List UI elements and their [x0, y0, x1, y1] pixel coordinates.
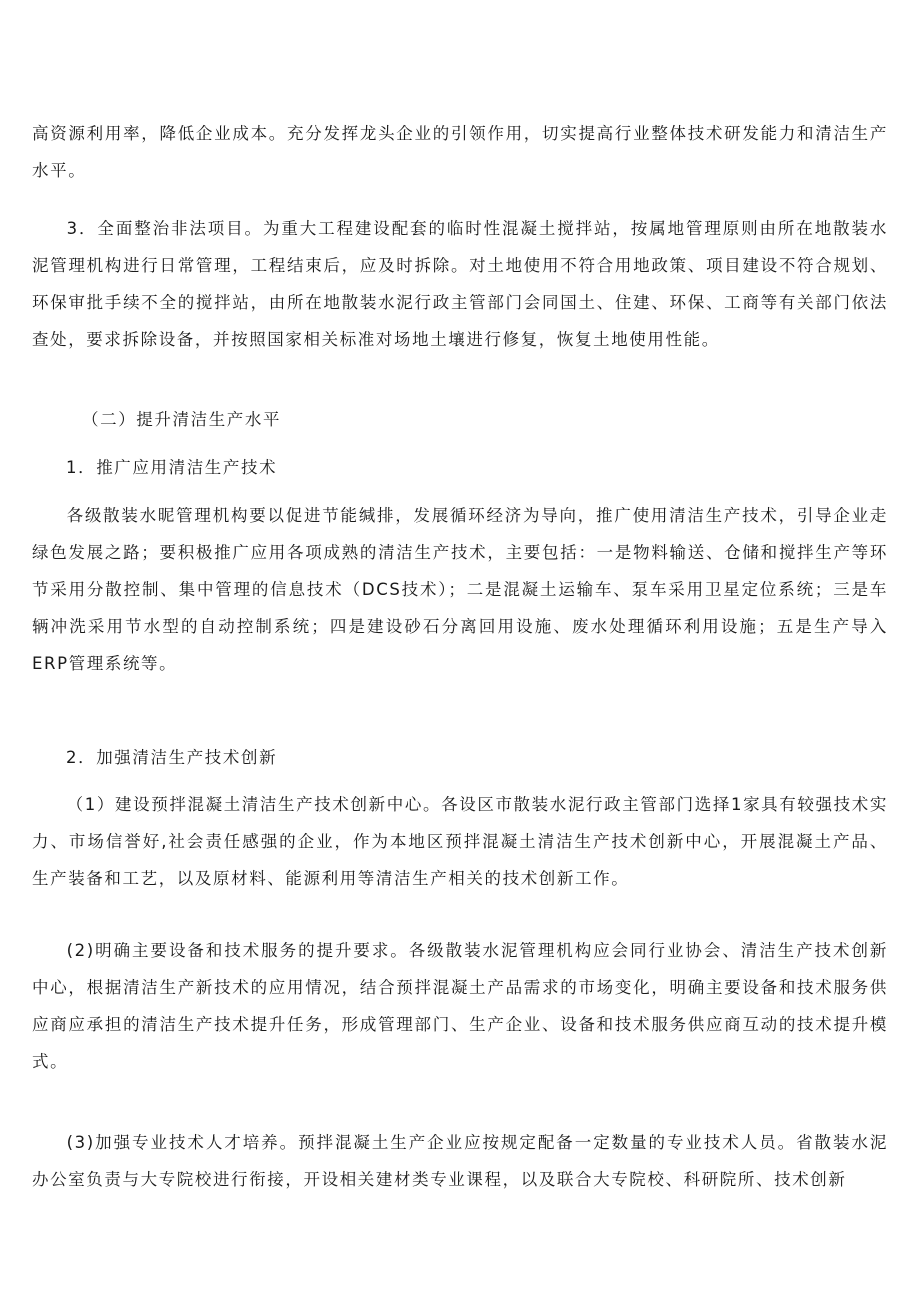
- paragraph-1: 高资源利用率，降低企业成本。充分发挥龙头企业的引领作用，切实提高行业整体技术研发能力和清洁生产水平。: [32, 124, 888, 180]
- paragraph-5: (2)明确主要设备和技术服务的提升要求。各级散装水泥管理机构应会同行业协会、清洁生产技术创新中心，根据清洁生产新技术的应用情况，结合预拌混凝土产品需求的市场变化，明确主要设备和技术服务供应商应承担的清洁生产技术提升任务，形成管理部门、生产企业、设备和技术服务供应商互动的技术提升模式。: [32, 941, 888, 1071]
- subheading-1: 1．推广应用清洁生产技术: [66, 458, 278, 477]
- paragraph-2: 3．全面整治非法项目。为重大工程建设配套的临时性混凝土搅拌站，按属地管理原则由所在地散装水泥管理机构进行日常管理，工程结束后，应及时拆除。对土地使用不符合用地政策、项目建设不符合规划、环保审批手续不全的搅拌站，由所在地散装水泥行政主管部门会同国土、住建、环保、工商等有关部门依法查处，要求拆除设备，并按照国家相关标准对场地土壤进行修复，恢复土地使用性能。: [32, 219, 888, 349]
- paragraph-6: (3)加强专业技术人才培养。预拌混凝土生产企业应按规定配备一定数量的专业技术人员。省散装水泥办公室负责与大专院校进行衔接，开设相关建材类专业课程，以及联合大专院校、科研院所、技术创新: [32, 1133, 888, 1189]
- subheading-2: 2．加强清洁生产技术创新: [66, 748, 278, 767]
- paragraph-4: （1）建设预拌混凝土清洁生产技术创新中心。各设区市散装水泥行政主管部门选择1家具有较强技术实力、市场信誉好,社会责任感强的企业，作为本地区预拌混凝土清洁生产技术创新中心，开展混凝土产品、生产装备和工艺，以及原材料、能源利用等清洁生产相关的技术创新工作。: [32, 795, 888, 888]
- section-heading: （二）提升清洁生产水平: [82, 410, 282, 429]
- paragraph-3: 各级散装水昵管理机构要以促进节能缄排，发展循环经济为导向，推广使用清洁生产技术，引导企业走绿色发展之路；要积极推广应用各项成熟的清洁生产技术，主要包括：一是物料输送、仓储和搅拌生产等环节采用分散控制、集中管理的信息技术（DCS技术）；二是混凝土运输车、泵车采用卫星定位系统；三是车辆冲洗采用节水型的自动控制系统；四是建设砂石分离回用设施、废水处理循环利用设施；五是生产导入ERP管理系统等。: [32, 506, 888, 673]
